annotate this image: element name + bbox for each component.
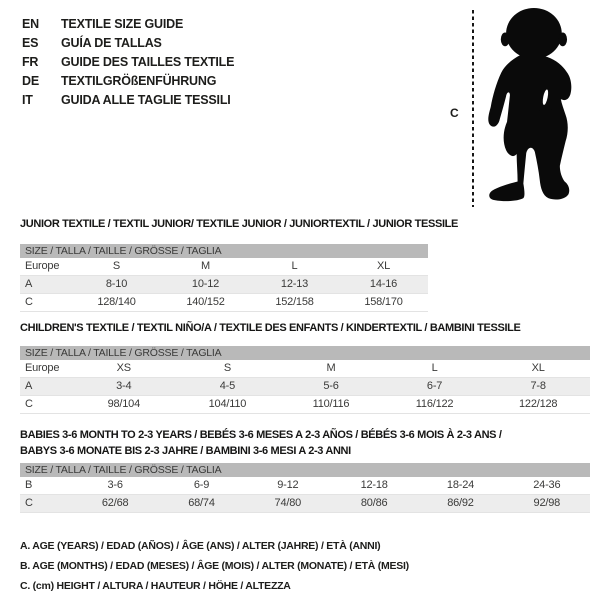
language-title: GUÍA DE TALLAS — [61, 36, 162, 50]
table-cell: 3-6 — [107, 479, 123, 491]
height-measure-label: C — [450, 106, 459, 120]
table-cell: 9-12 — [277, 479, 299, 491]
section-children — [20, 320, 590, 410]
table-cell: 86/92 — [447, 497, 474, 509]
table-cell: 116/122 — [415, 398, 454, 410]
section-title: BABIES 3-6 MONTH TO 2-3 YEARS / BEBÉS 3-6 MESES A 2-3 AÑOS / BÉBÉS 3-6 MOIS À 2-3 ANS / — [20, 429, 502, 441]
row-label: B — [25, 479, 33, 491]
language-code: DE — [22, 74, 39, 88]
section-babies — [20, 427, 590, 509]
baby-head — [506, 8, 562, 59]
language-title-list — [22, 15, 234, 110]
table-cell: 68/74 — [188, 497, 215, 509]
row-label: C — [25, 497, 33, 509]
language-row — [22, 53, 234, 72]
table-cell: S — [112, 260, 121, 272]
language-title: GUIDE DES TAILLES TEXTILE — [61, 55, 235, 69]
baby-body — [488, 54, 571, 201]
table-cell: 6-7 — [426, 380, 443, 392]
size-table-header: SIZE / TALLA / TAILLE / GRÖSSE / TAGLIA — [20, 346, 590, 360]
section-title: CHILDREN'S TEXTILE / TEXTIL NIÑO/A / TEXTILE DES ENFANTS / KINDERTEXTIL / BAMBINI TESSILE — [20, 322, 521, 334]
table-cell: XS — [116, 362, 131, 374]
table-cell: 110/116 — [312, 398, 350, 410]
table-cell: 18-24 — [446, 479, 475, 491]
language-row — [22, 34, 234, 53]
table-cell: 24-36 — [533, 479, 561, 491]
table-cell: 3-4 — [116, 380, 132, 392]
section-title-line2: BABYS 3-6 MONATE BIS 2-3 JAHRE / BAMBINI 3-6 MESI A 2-3 ANNI — [20, 445, 351, 457]
language-code: ES — [22, 36, 39, 50]
language-code: IT — [22, 93, 33, 107]
table-row — [20, 258, 428, 276]
table-row — [20, 378, 590, 396]
table-cell: 128/140 — [97, 296, 136, 308]
table-cell: 12-13 — [280, 278, 309, 290]
language-title: TEXTILGRÖßENFÜHRUNG — [61, 74, 217, 88]
size-table-babies — [20, 463, 590, 513]
language-title: TEXTILE SIZE GUIDE — [61, 17, 184, 31]
table-cell: 62/68 — [101, 497, 129, 509]
table-cell: 4-5 — [219, 380, 236, 392]
row-label: Europe — [25, 362, 60, 374]
table-cell: M — [201, 260, 210, 272]
table-cell: 140/152 — [186, 296, 225, 308]
table-cell: 8-10 — [105, 278, 128, 290]
row-label: A — [25, 380, 33, 392]
table-cell: S — [223, 362, 231, 374]
table-cell: L — [291, 260, 298, 272]
table-row — [20, 294, 428, 312]
table-cell: 122/128 — [518, 398, 558, 410]
language-code: FR — [22, 55, 39, 69]
table-cell: 5-6 — [323, 380, 339, 392]
baby-silhouette — [484, 6, 580, 207]
language-code: EN — [22, 17, 39, 31]
table-cell: 10-12 — [191, 278, 220, 290]
table-cell: XL — [531, 362, 545, 374]
table-cell: 6-9 — [193, 479, 210, 491]
table-cell: 92/98 — [533, 497, 561, 509]
legend — [20, 536, 409, 596]
table-cell: M — [326, 362, 336, 374]
row-label: A — [25, 278, 33, 290]
table-row — [20, 495, 590, 513]
language-row — [22, 15, 234, 34]
table-row — [20, 360, 590, 378]
language-row — [22, 72, 234, 91]
table-cell: 74/80 — [274, 497, 302, 509]
table-cell: 152/158 — [275, 296, 314, 308]
baby-ear-left — [501, 32, 510, 46]
table-cell: 14-16 — [369, 278, 398, 290]
height-dashed-line — [472, 10, 474, 207]
table-cell: 80/86 — [360, 497, 388, 509]
size-table-header: SIZE / TALLA / TAILLE / GRÖSSE / TAGLIA — [20, 463, 590, 477]
table-cell: 104/110 — [208, 398, 247, 410]
table-cell: 12-18 — [360, 479, 388, 491]
legend-line-c: C. (cm) HEIGHT / ALTURA / HAUTEUR / HÖHE / ALTEZZA — [20, 580, 291, 592]
size-table-junior — [20, 244, 428, 312]
language-title: GUIDA ALLE TAGLIE TESSILI — [61, 93, 231, 107]
table-cell: 158/170 — [364, 296, 403, 308]
row-label: Europe — [25, 260, 60, 272]
table-cell: 7-8 — [530, 380, 546, 392]
legend-line-a: A. AGE (YEARS) / EDAD (AÑOS) / ÂGE (ANS) / ALTER (JAHRE) / ETÀ (ANNI) — [20, 540, 381, 552]
table-row — [20, 276, 428, 294]
table-row — [20, 396, 590, 414]
legend-line-b: B. AGE (MONTHS) / EDAD (MESES) / ÂGE (MOIS) / ALTER (MONATE) / ETÀ (MESI) — [20, 560, 409, 572]
row-label: C — [25, 296, 33, 308]
table-cell: XL — [376, 260, 391, 272]
table-row — [20, 477, 590, 495]
table-cell: L — [431, 362, 438, 374]
row-label: C — [25, 398, 33, 410]
baby-ear-right — [558, 32, 567, 46]
table-cell: 98/104 — [107, 398, 141, 410]
size-table-header: SIZE / TALLA / TAILLE / GRÖSSE / TAGLIA — [20, 244, 428, 258]
size-table-children — [20, 346, 590, 414]
language-row — [22, 91, 234, 110]
section-junior — [20, 216, 459, 308]
section-title: JUNIOR TEXTILE / TEXTIL JUNIOR/ TEXTILE JUNIOR / JUNIORTEXTIL / JUNIOR TESSILE — [20, 218, 459, 230]
